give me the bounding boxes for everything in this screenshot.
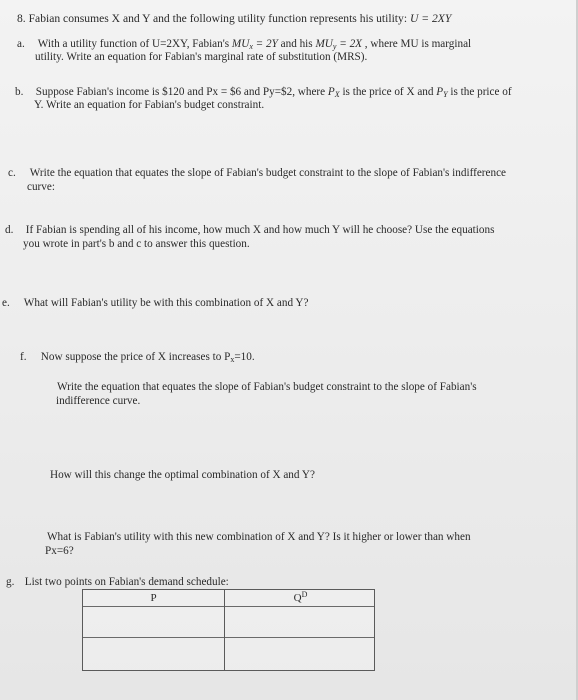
part-d-line1: [5, 224, 494, 236]
col-quantity-header: [225, 592, 376, 604]
table-row: [83, 637, 374, 670]
part-c-line1: [8, 167, 506, 179]
col-price-header: P: [150, 592, 157, 604]
part-d-line2: you wrote in part's b and c to answer this question.: [23, 238, 250, 250]
mux-symbol: MU: [231, 38, 250, 50]
part-f-line1: [20, 351, 255, 363]
part-g-line1: [6, 576, 229, 588]
table-header-row: [83, 590, 374, 607]
quantity-symbol: Q: [293, 592, 302, 604]
part-f-utility-line2: Px=6?: [45, 545, 74, 557]
question-8-text: 8. Fabian consumes X and Y and the following utility function represents his utility:: [17, 12, 410, 25]
part-b-line1: [15, 86, 512, 98]
question-8-title: [17, 13, 451, 25]
part-f-slope-line1: Write the equation that equates the slope of Fabian's budget constraint to the slope of Fabian's: [57, 381, 477, 393]
part-a-line1: [17, 38, 471, 50]
part-a-label: a.: [17, 38, 25, 50]
py-symbol: P: [436, 86, 444, 98]
part-g-label: g.: [6, 576, 15, 588]
part-c-text: Write the equation that equates the slope of Fabian's budget constraint to the slope of Fabian's indifference: [29, 167, 507, 179]
part-b-mid: is the price of X and: [339, 86, 437, 98]
table-column-divider: [224, 590, 225, 670]
part-a-line2: utility. Write an equation for Fabian's marginal rate of substitution (MRS).: [35, 51, 368, 63]
py-subscript: Y: [443, 90, 448, 99]
demand-schedule-table: [82, 589, 375, 671]
part-b-end: is the price of: [447, 86, 512, 98]
part-a-text: With a utility function of U=2XY, Fabian's: [37, 38, 232, 50]
part-b-text: Suppose Fabian's income is $120 and Px = $6 and Py=$2, where: [35, 86, 328, 98]
px-symbol: P: [327, 86, 335, 98]
part-a-text-end: , where MU is marginal: [362, 38, 472, 50]
muy-symbol: MU: [315, 38, 333, 50]
part-b-label: b.: [15, 86, 24, 98]
quantity-superscript: D: [301, 590, 308, 599]
mux-equation: = 2Y: [252, 38, 278, 50]
muy-equation: = 2X: [336, 38, 362, 50]
part-f-utility-line1: What is Fabian's utility with this new combination of X and Y? Is it higher or lower than when: [47, 531, 471, 543]
px-new-subscript: x: [230, 355, 235, 364]
part-f-text: Now suppose the price of X increases to P: [40, 351, 231, 363]
mux-subscript: x: [249, 42, 253, 51]
part-e-text: What will Fabian's utility be with this combination of X and Y?: [23, 297, 309, 309]
part-c-line2: curve:: [27, 181, 55, 193]
part-f-slope-line2: indifference curve.: [56, 395, 141, 407]
part-d-text: If Fabian is spending all of his income, how much X and how much Y will he choose? Use the equations: [25, 224, 495, 236]
part-c-label: c.: [8, 167, 16, 179]
part-f-label: f.: [20, 351, 27, 363]
part-f-value: =10.: [234, 351, 255, 363]
part-f-change-question: How will this change the optimal combination of X and Y?: [50, 469, 315, 481]
part-e-line1: [2, 297, 308, 309]
part-d-label: d.: [5, 224, 14, 236]
part-e-label: e.: [2, 297, 10, 309]
utility-function: U = 2XY: [409, 12, 452, 25]
part-g-text: List two points on Fabian's demand schedule:: [24, 576, 229, 588]
part-a-and: and his: [277, 38, 316, 50]
table-row: [83, 606, 374, 638]
part-b-line2: Y. Write an equation for Fabian's budget constraint.: [34, 99, 265, 111]
px-subscript: X: [334, 90, 340, 99]
muy-subscript: y: [332, 42, 337, 51]
